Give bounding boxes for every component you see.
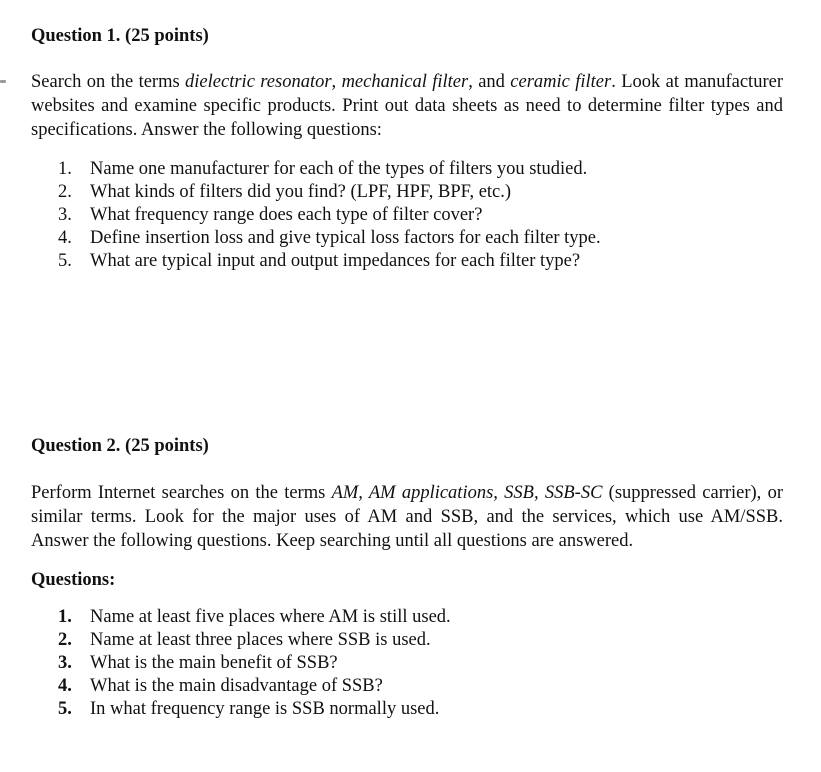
term-mechanical-filter: mechanical filter [341, 72, 469, 92]
question-1-intro [31, 70, 783, 142]
intro-segment: (suppressed carrier), or similar terms. Look for the major uses of AM and SSB, and the services, which use AM/SSB. Answer the following questions. Keep searching until all questions are answered. [31, 483, 783, 551]
item-number: 2. [58, 630, 72, 650]
intro-segment: . Look at manufacturer websites and examine specific products. Print out data sheets as need to determine filter types and specifications. Answer the following questions: [31, 72, 783, 140]
question-2-heading: Question 2. (25 points) [31, 436, 209, 456]
item-text: Name at least five places where AM is still used. [90, 607, 451, 627]
question-2-intro [31, 481, 783, 553]
item-number: 3. [58, 205, 72, 225]
list-item [58, 606, 451, 629]
list-item [58, 250, 601, 273]
item-number: 1. [58, 607, 72, 627]
item-text: What kinds of filters did you find? (LPF, HPF, BPF, etc.) [90, 182, 512, 202]
search-terms: AM, AM applications, SSB, SSB-SC [331, 483, 603, 503]
item-text: What is the main benefit of SSB? [90, 653, 338, 673]
intro-segment: , and [468, 72, 511, 92]
item-text: Name one manufacturer for each of the types of filters you studied. [90, 159, 588, 179]
intro-segment: Perform Internet searches on the terms [31, 483, 332, 503]
item-number: 3. [58, 653, 72, 673]
list-item [58, 227, 601, 250]
list-item [58, 698, 451, 721]
question-1-heading: Question 1. (25 points) [31, 26, 209, 46]
item-text: Name at least three places where SSB is used. [90, 630, 431, 650]
item-number: 1. [58, 159, 72, 179]
intro-segment: Search on the terms [31, 72, 186, 92]
list-item [58, 181, 601, 204]
intro-segment: , [331, 72, 342, 92]
list-item [58, 652, 451, 675]
list-item [58, 675, 451, 698]
list-item [58, 204, 601, 227]
item-number: 4. [58, 228, 72, 248]
item-text: What is the main disadvantage of SSB? [90, 676, 383, 696]
term-dielectric-resonator: dielectric resonator [185, 72, 332, 92]
item-number: 2. [58, 182, 72, 202]
item-text: In what frequency range is SSB normally used. [90, 699, 440, 719]
item-text: Define insertion loss and give typical loss factors for each filter type. [90, 228, 601, 248]
item-text: What are typical input and output impedances for each filter type? [90, 251, 581, 271]
questions-label: Questions: [31, 570, 116, 590]
item-text: What frequency range does each type of filter cover? [90, 205, 483, 225]
list-item [58, 158, 601, 181]
item-number: 4. [58, 676, 72, 696]
list-item [58, 629, 451, 652]
item-number: 5. [58, 699, 72, 719]
question-2-list [58, 606, 451, 721]
term-ceramic-filter: ceramic filter [510, 72, 612, 92]
margin-bullet-mark [0, 80, 6, 83]
item-number: 5. [58, 251, 72, 271]
question-1-list [58, 158, 601, 273]
